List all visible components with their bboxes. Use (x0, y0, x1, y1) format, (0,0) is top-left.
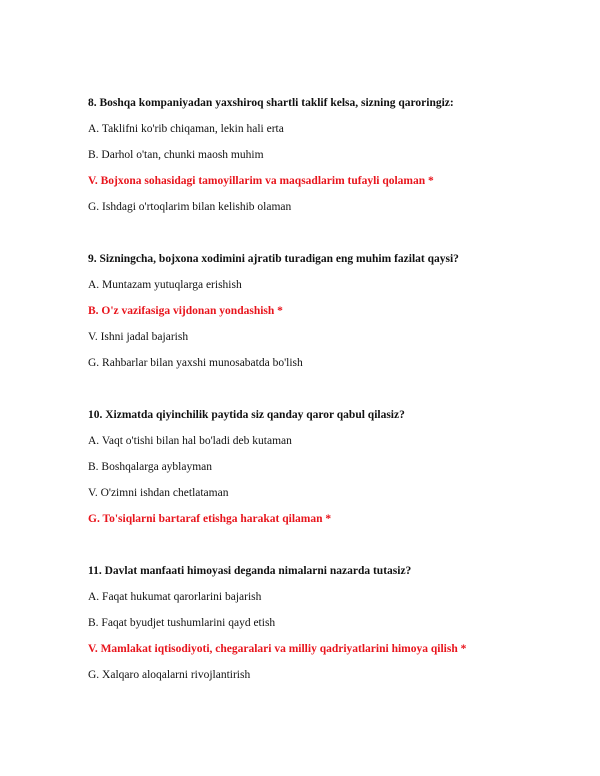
answer-option-g: G. Ishdagi o'rtoqlarim bilan kelishib olaman (88, 201, 292, 213)
question-11 (88, 564, 568, 681)
answer-option-v-correct: V. Mamlakat iqtisodiyoti, chegaralari va milliy qadriyatlarini himoya qilish * (88, 643, 467, 655)
answer-option-g: G. Xalqaro aloqalarni rivojlantirish (88, 669, 251, 681)
answer-option-g: G. Rahbarlar bilan yaxshi munosabatda bo'lish (88, 357, 303, 369)
answer-option-b-correct: B. O'z vazifasiga vijdonan yondashish * (88, 305, 283, 317)
answer-option-a: A. Faqat hukumat qarorlarini bajarish (88, 591, 262, 603)
answer-option-v: V. Ishni jadal bajarish (88, 331, 189, 343)
question-title: 10. Xizmatda qiyinchilik paytida siz qanday qaror qabul qilasiz? (88, 409, 405, 421)
answer-option-b: B. Darhol o'tan, chunki maosh muhim (88, 149, 264, 161)
answer-option-g-correct: G. To'siqlarni bartaraf etishga harakat qilaman * (88, 513, 332, 525)
question-10 (88, 408, 568, 525)
question-8 (88, 96, 568, 213)
answer-option-a: A. Muntazam yutuqlarga erishish (88, 279, 242, 291)
answer-option-a: A. Taklifni ko'rib chiqaman, lekin hali erta (88, 123, 284, 135)
answer-option-v: V. O'zimni ishdan chetlataman (88, 487, 229, 499)
answer-option-b: B. Faqat byudjet tushumlarini qayd etish (88, 617, 276, 629)
question-title: 11. Davlat manfaati himoyasi deganda nimalarni nazarda tutasiz? (88, 565, 412, 577)
question-9 (88, 252, 568, 369)
question-title: 9. Sizningcha, bojxona xodimini ajratib turadigan eng muhim fazilat qaysi? (88, 253, 459, 265)
answer-option-a: A. Vaqt o'tishi bilan hal bo'ladi deb kutaman (88, 435, 292, 447)
question-title: 8. Boshqa kompaniyadan yaxshiroq shartli taklif kelsa, sizning qaroringiz: (88, 97, 454, 109)
answer-option-b: B. Boshqalarga ayblayman (88, 461, 213, 473)
answer-option-v-correct: V. Bojxona sohasidagi tamoyillarim va maqsadlarim tufayli qolaman * (88, 175, 434, 187)
